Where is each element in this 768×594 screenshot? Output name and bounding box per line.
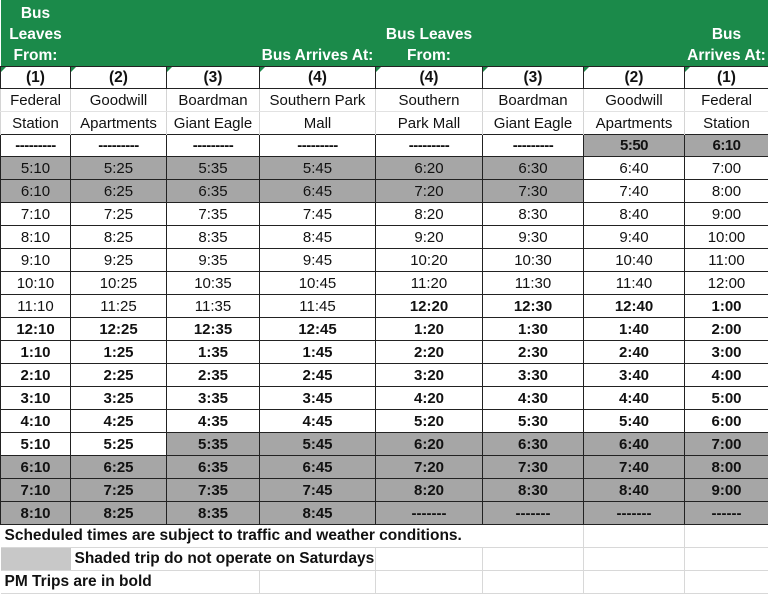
stop-number: (2)	[584, 67, 685, 89]
time-cell: 1:00	[685, 295, 768, 318]
time-cell: 7:35	[167, 479, 260, 502]
time-cell: 8:45	[260, 502, 376, 525]
traffic-note: Scheduled times are subject to traffic and weather conditions.	[1, 525, 584, 548]
time-cell: 4:30	[483, 387, 584, 410]
time-cell: 9:35	[167, 249, 260, 272]
time-cell: 4:40	[584, 387, 685, 410]
time-cell: 9:00	[685, 203, 768, 226]
time-cell: 2:25	[71, 364, 167, 387]
dash-row	[1, 135, 768, 157]
time-cell: 2:45	[260, 364, 376, 387]
stop-number: (4)	[376, 67, 483, 89]
trip-row	[1, 249, 768, 272]
time-cell: 7:10	[1, 203, 71, 226]
time-cell: ---------	[483, 135, 584, 157]
time-cell: 12:25	[71, 318, 167, 341]
trip-row	[1, 387, 768, 410]
time-cell: 2:00	[685, 318, 768, 341]
time-cell: 3:40	[584, 364, 685, 387]
time-cell: 6:10	[1, 456, 71, 479]
time-cell: 6:30	[483, 157, 584, 180]
time-cell: 3:00	[685, 341, 768, 364]
time-cell: 11:45	[260, 295, 376, 318]
stop-name: Mall	[260, 112, 376, 135]
time-cell: 5:20	[376, 410, 483, 433]
time-cell: 8:00	[685, 456, 768, 479]
stop-name: Goodwill	[584, 89, 685, 112]
time-cell: 3:10	[1, 387, 71, 410]
time-cell: 2:20	[376, 341, 483, 364]
time-cell: 4:10	[1, 410, 71, 433]
time-cell: 4:25	[71, 410, 167, 433]
trip-row	[1, 364, 768, 387]
time-cell: 6:35	[167, 180, 260, 203]
stop-name: Southern	[376, 89, 483, 112]
schedule-rows	[1, 135, 768, 525]
time-cell: 12:30	[483, 295, 584, 318]
header-leaves-from: Bus Leaves From:	[1, 0, 71, 67]
time-cell: 7:00	[685, 433, 768, 456]
time-cell: 2:10	[1, 364, 71, 387]
trip-row	[1, 341, 768, 364]
time-cell: 11:10	[1, 295, 71, 318]
time-cell: 3:30	[483, 364, 584, 387]
time-cell: 6:25	[71, 456, 167, 479]
time-cell: 8:25	[71, 226, 167, 249]
time-cell: 6:20	[376, 157, 483, 180]
time-cell: 8:40	[584, 203, 685, 226]
time-cell: 5:25	[71, 157, 167, 180]
time-cell: 10:45	[260, 272, 376, 295]
time-cell: 10:40	[584, 249, 685, 272]
time-cell: 4:45	[260, 410, 376, 433]
time-cell: 11:30	[483, 272, 584, 295]
time-cell: 8:20	[376, 479, 483, 502]
time-cell: 10:35	[167, 272, 260, 295]
time-cell: -------	[376, 502, 483, 525]
time-cell: 11:25	[71, 295, 167, 318]
stop-name: Park Mall	[376, 112, 483, 135]
trip-row	[1, 479, 768, 502]
time-cell: 7:30	[483, 180, 584, 203]
time-cell: 10:20	[376, 249, 483, 272]
stop-name: Boardman	[167, 89, 260, 112]
stop-name: Station	[1, 112, 71, 135]
time-cell: 2:30	[483, 341, 584, 364]
time-cell: 12:10	[1, 318, 71, 341]
stop-number: (3)	[167, 67, 260, 89]
time-cell: 7:25	[71, 479, 167, 502]
trip-row	[1, 318, 768, 341]
time-cell: ---------	[167, 135, 260, 157]
footer-bold-row	[1, 571, 768, 594]
stop-name: Goodwill	[71, 89, 167, 112]
time-cell: 8:35	[167, 226, 260, 249]
time-cell: -------	[483, 502, 584, 525]
header-arrives-at-return: Bus Arrives At:	[685, 0, 768, 67]
time-cell: 12:20	[376, 295, 483, 318]
stop-name: Boardman	[483, 89, 584, 112]
time-cell: 6:45	[260, 180, 376, 203]
time-cell: 6:10	[1, 180, 71, 203]
time-cell: 10:10	[1, 272, 71, 295]
time-cell: ---------	[376, 135, 483, 157]
time-cell: ---------	[1, 135, 71, 157]
time-cell: 7:40	[584, 456, 685, 479]
time-cell: 5:45	[260, 157, 376, 180]
time-cell: 4:20	[376, 387, 483, 410]
stop-name: Giant Eagle	[167, 112, 260, 135]
time-cell: 5:10	[1, 433, 71, 456]
time-cell: 3:25	[71, 387, 167, 410]
time-cell: 4:00	[685, 364, 768, 387]
time-cell: 6:35	[167, 456, 260, 479]
time-cell: 1:45	[260, 341, 376, 364]
time-cell: 8:40	[584, 479, 685, 502]
time-cell: 7:45	[260, 203, 376, 226]
stop-number-row	[1, 67, 768, 89]
stop-name: Apartments	[584, 112, 685, 135]
time-cell: ---------	[260, 135, 376, 157]
time-cell: 1:10	[1, 341, 71, 364]
time-cell: 5:25	[71, 433, 167, 456]
time-cell: 8:35	[167, 502, 260, 525]
header-arrives-at: Bus Arrives At:	[260, 0, 376, 67]
stop-number: (2)	[71, 67, 167, 89]
trip-row	[1, 272, 768, 295]
trip-row	[1, 203, 768, 226]
time-cell: 10:25	[71, 272, 167, 295]
time-cell: 1:40	[584, 318, 685, 341]
shaded-legend-swatch	[1, 548, 71, 571]
time-cell: -------	[584, 502, 685, 525]
time-cell: 8:00	[685, 180, 768, 203]
time-cell: 3:20	[376, 364, 483, 387]
time-cell: 1:25	[71, 341, 167, 364]
time-cell: 2:35	[167, 364, 260, 387]
stop-number: (3)	[483, 67, 584, 89]
time-cell: 8:25	[71, 502, 167, 525]
time-cell: 7:25	[71, 203, 167, 226]
time-cell: 12:00	[685, 272, 768, 295]
time-cell: 11:20	[376, 272, 483, 295]
time-cell: 5:10	[1, 157, 71, 180]
stop-number: (1)	[1, 67, 71, 89]
time-cell: 8:10	[1, 502, 71, 525]
time-cell: 9:45	[260, 249, 376, 272]
trip-row	[1, 410, 768, 433]
time-cell: 6:20	[376, 433, 483, 456]
time-cell: 4:35	[167, 410, 260, 433]
time-cell: 5:00	[685, 387, 768, 410]
time-cell: 5:30	[483, 410, 584, 433]
time-cell: 9:25	[71, 249, 167, 272]
time-cell: 3:35	[167, 387, 260, 410]
time-cell: 1:20	[376, 318, 483, 341]
time-cell: 8:30	[483, 479, 584, 502]
time-cell: ------	[685, 502, 768, 525]
time-cell: 8:30	[483, 203, 584, 226]
time-cell: 8:45	[260, 226, 376, 249]
time-cell: 7:40	[584, 180, 685, 203]
time-cell: 6:40	[584, 157, 685, 180]
time-cell: 11:35	[167, 295, 260, 318]
stop-name: Federal	[1, 89, 71, 112]
time-cell: 5:35	[167, 157, 260, 180]
time-cell: 3:45	[260, 387, 376, 410]
time-cell: 9:40	[584, 226, 685, 249]
trip-row	[1, 295, 768, 318]
time-cell: 8:10	[1, 226, 71, 249]
trip-row	[1, 502, 768, 525]
time-cell: 6:45	[260, 456, 376, 479]
time-cell: 7:10	[1, 479, 71, 502]
time-cell: 10:00	[685, 226, 768, 249]
stop-name: Station	[685, 112, 768, 135]
time-cell: 6:10	[685, 135, 768, 157]
stop-name: Giant Eagle	[483, 112, 584, 135]
trip-row	[1, 180, 768, 203]
time-cell: 5:35	[167, 433, 260, 456]
footer-note-row	[1, 525, 768, 548]
time-cell: 2:40	[584, 341, 685, 364]
time-cell: 1:30	[483, 318, 584, 341]
time-cell: 6:25	[71, 180, 167, 203]
time-cell: 7:45	[260, 479, 376, 502]
time-cell: 9:10	[1, 249, 71, 272]
trip-row	[1, 157, 768, 180]
time-cell: 6:40	[584, 433, 685, 456]
time-cell: 9:20	[376, 226, 483, 249]
header-row	[1, 0, 768, 67]
footer-legend-row	[1, 548, 768, 571]
time-cell: 7:30	[483, 456, 584, 479]
time-cell: 7:20	[376, 456, 483, 479]
pm-bold-note: PM Trips are in bold	[1, 571, 260, 594]
time-cell: 6:30	[483, 433, 584, 456]
time-cell: 1:35	[167, 341, 260, 364]
trip-row	[1, 456, 768, 479]
time-cell: 7:00	[685, 157, 768, 180]
time-cell: 7:35	[167, 203, 260, 226]
stop-name: Federal	[685, 89, 768, 112]
time-cell: 11:40	[584, 272, 685, 295]
stop-name-row-1	[1, 89, 768, 112]
time-cell: 12:45	[260, 318, 376, 341]
time-cell: 6:00	[685, 410, 768, 433]
time-cell: 10:30	[483, 249, 584, 272]
time-cell: 7:20	[376, 180, 483, 203]
time-cell: 8:20	[376, 203, 483, 226]
shaded-legend-text: Shaded trip do not operate on Saturdays	[71, 548, 376, 571]
time-cell: 5:40	[584, 410, 685, 433]
time-cell: ---------	[71, 135, 167, 157]
time-cell: 5:50	[584, 135, 685, 157]
time-cell: 9:00	[685, 479, 768, 502]
stop-number: (1)	[685, 67, 768, 89]
time-cell: 11:00	[685, 249, 768, 272]
stop-name: Apartments	[71, 112, 167, 135]
time-cell: 12:40	[584, 295, 685, 318]
stop-name: Southern Park	[260, 89, 376, 112]
stop-name-row-2	[1, 112, 768, 135]
trip-row	[1, 226, 768, 249]
trip-row	[1, 433, 768, 456]
time-cell: 5:45	[260, 433, 376, 456]
time-cell: 12:35	[167, 318, 260, 341]
header-leaves-from-return: Bus Leaves From:	[376, 0, 483, 67]
stop-number: (4)	[260, 67, 376, 89]
time-cell: 9:30	[483, 226, 584, 249]
